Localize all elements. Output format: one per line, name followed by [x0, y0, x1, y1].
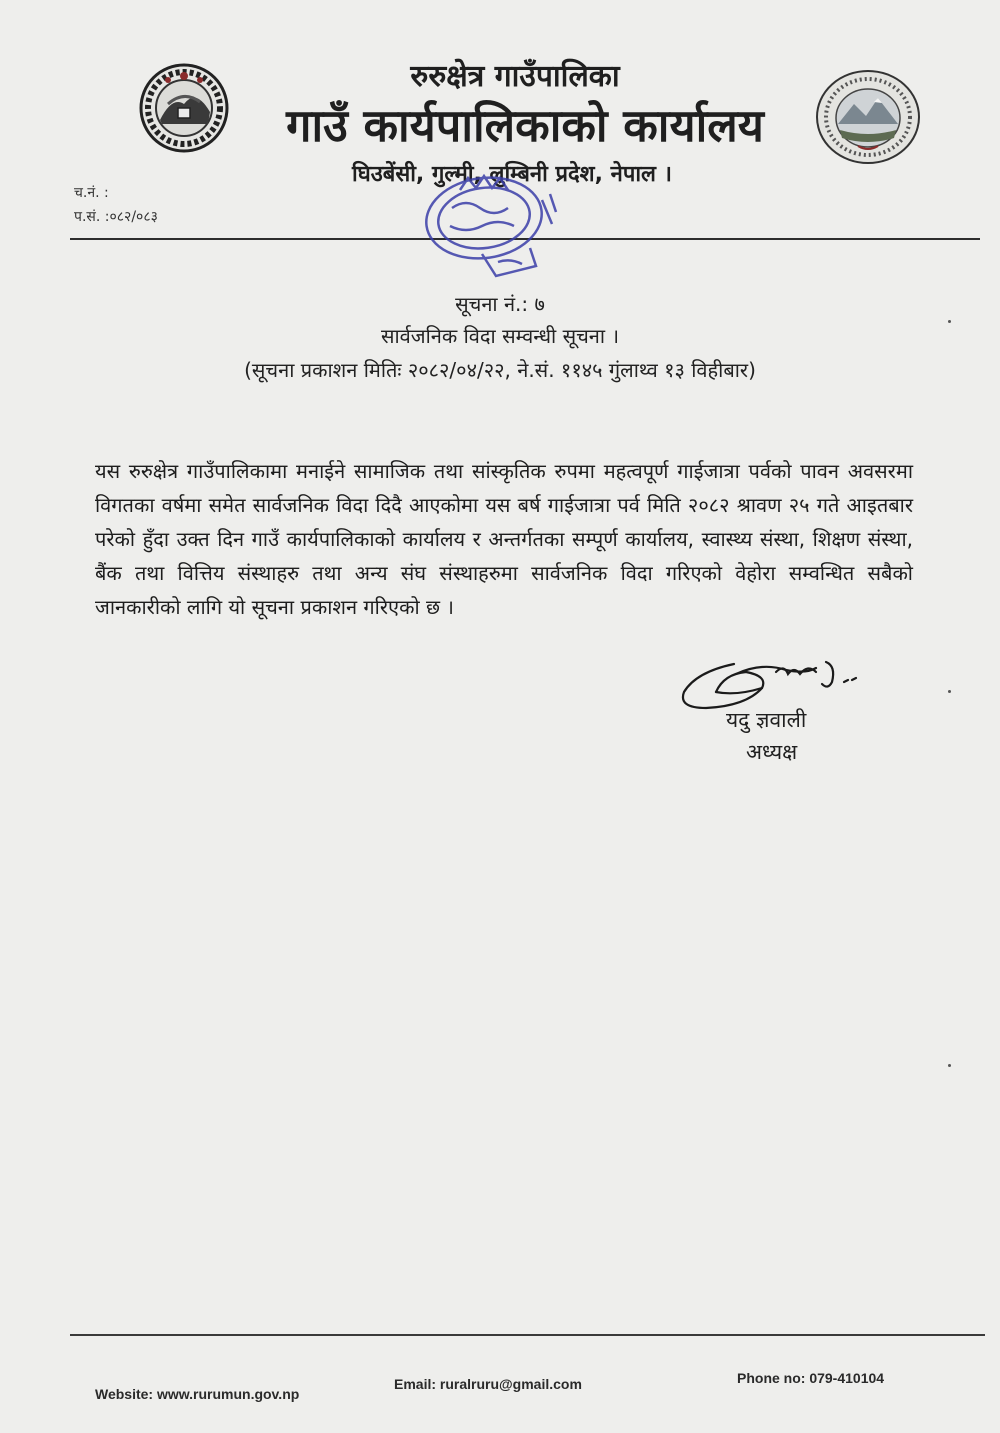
signatory-title: अध्यक्ष	[746, 740, 798, 764]
fiscal-year: प.सं. :०८२/०८३	[74, 209, 158, 225]
footer-phone: Phone no: 079-410104	[737, 1370, 885, 1386]
scan-dot	[948, 690, 951, 693]
office-stamp-icon	[412, 170, 582, 290]
municipality-logo-icon	[814, 68, 922, 166]
scan-dot	[948, 320, 951, 323]
footer-website: Website: www.rurumun.gov.np	[95, 1386, 300, 1402]
municipality-name: रुरुक्षेत्र गाउँपालिका	[410, 59, 620, 94]
footer-email: Email: ruralruru@gmail.com	[394, 1376, 582, 1392]
notice-published-date: (सूचना प्रकाशन मितिः २०८२/०४/२२, ने.सं. ११४५ गुंलाथ्व १३ विहीबार)	[244, 358, 756, 382]
notice-body: यस रुरुक्षेत्र गाउँपालिकामा मनाईने सामाजिक तथा सांस्कृतिक रुपमा महत्वपूर्ण गाईजात्रा पर्वको पावन अवसरमा विगतका वर्षमा समेत सार्वजनिक विदा दिदै आएकोमा यस बर्ष गाईजात्रा पर्व मिति २०८२ श्रावण २५ गते आइतबार परेको हुँदा उक्त दिन गाउँ कार्यपालिकाको कार्यालय र अन्तर्गतका सम्पूर्ण कार्यालय, स्वास्थ्य संस्था, शिक्षण संस्था, बैंक तथा वित्तिय संस्थाहरु तथा अन्य संघ संस्थाहरुमा सार्वजनिक विदा गरिएको वेहोरा सम्वन्धित सबैको जानकारीको लागि यो सूचना प्रकाशन गरिएको छ ।	[95, 459, 913, 619]
dispatch-number: च.नं. :	[74, 185, 109, 201]
notice-number: सूचना नं.: ७	[455, 292, 545, 316]
reference-block	[74, 181, 158, 229]
office-address: घिउबेंसी, गुल्मी, लुम्बिनी प्रदेश, नेपाल ।	[352, 162, 672, 187]
notice-subject: सार्वजनिक विदा सम्वन्धी सूचना ।	[380, 324, 620, 348]
office-name: गाउँ कार्यपालिकाको कार्यालय	[286, 99, 764, 152]
scan-dot	[948, 1064, 951, 1067]
signatory-name: यदु ज्ञवाली	[726, 708, 807, 732]
footer-divider	[70, 1334, 985, 1336]
